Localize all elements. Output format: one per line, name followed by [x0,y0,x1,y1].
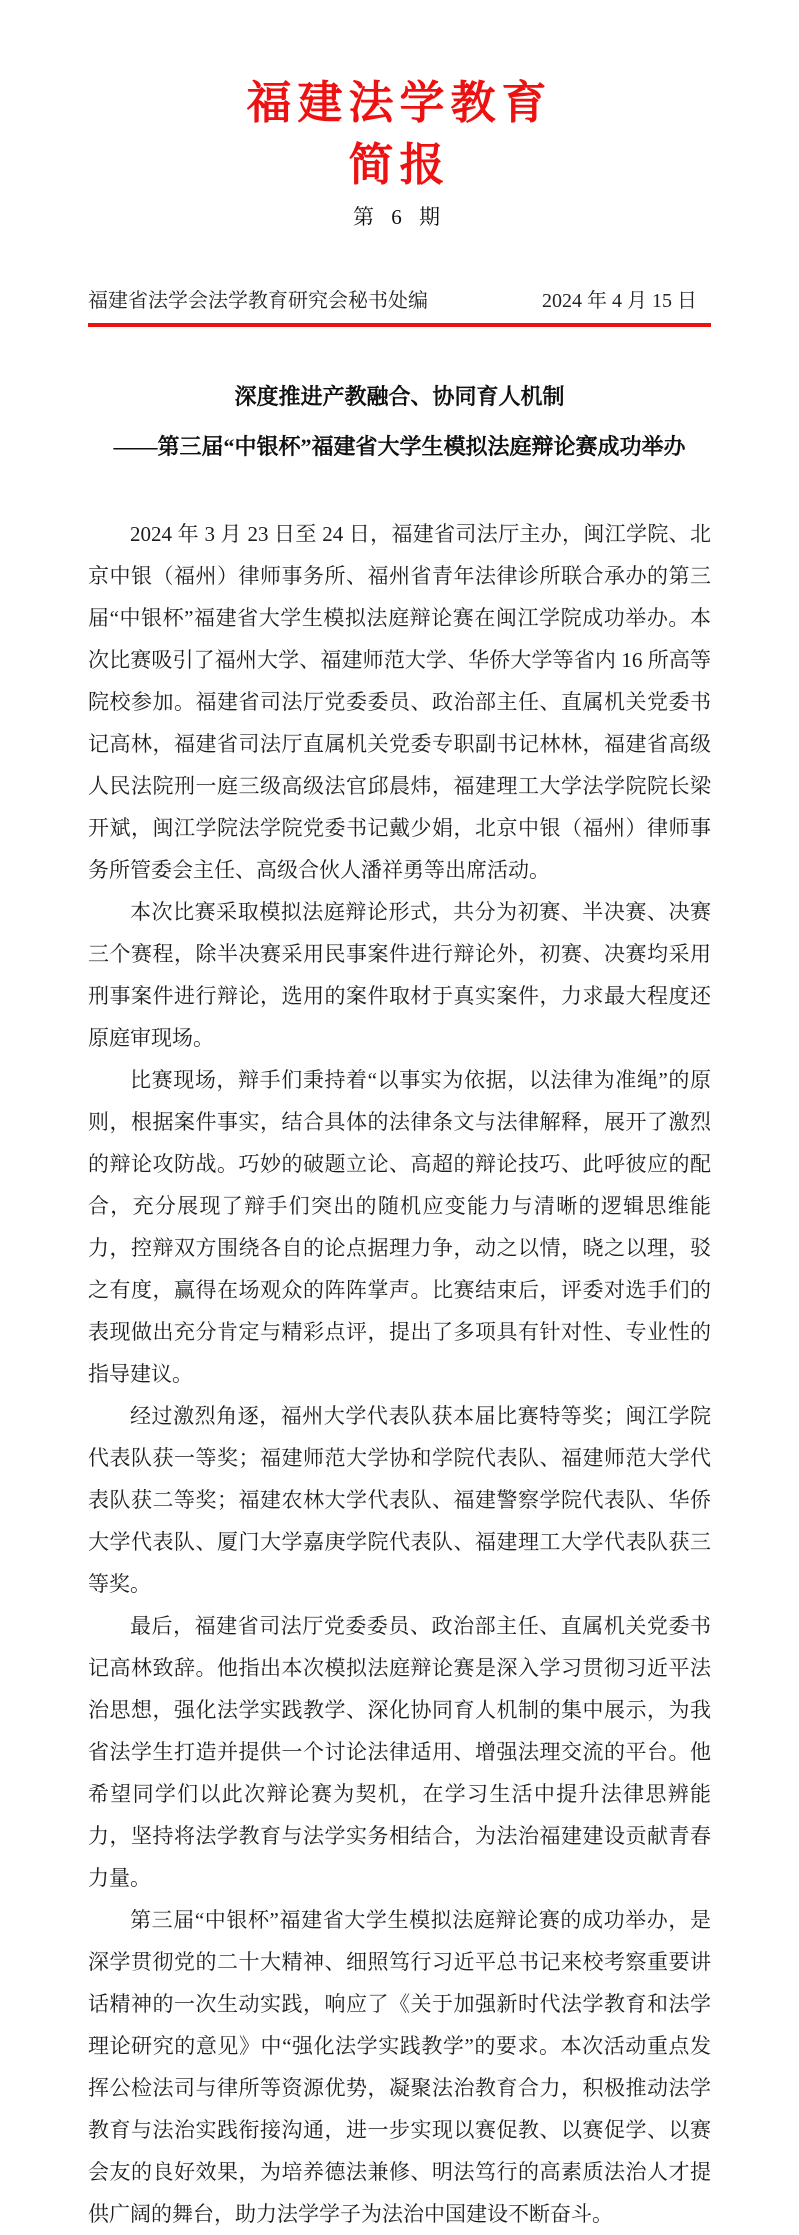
article-paragraph-2: 本次比赛采取模拟法庭辩论形式，共分为初赛、半决赛、决赛三个赛程，除半决赛采用民事案件进行辩论外，初赛、决赛均采用刑事案件进行辩论，选用的案件取材于真实案件，力求最大程度还原庭审现场。 [88,900,711,1051]
article-body [88,513,711,2235]
editor-row [88,286,711,316]
article-subtitle: ——第三届“中银杯”福建省大学生模拟法庭辩论赛成功举办 [113,434,686,460]
article-paragraph-1: 2024 年 3 月 23 日至 24 日，福建省司法厅主办，闽江学院、北京中银（福州）律师事务所、福州省青年法律诊所联合承办的第三届“中银杯”福建省大学生模拟法庭辩论赛在闽江学院成功举办。本次比赛吸引了福州大学、福建师范大学、华侨大学等省内 16 所高等院校参加。福建省司法厅党委委员、政治部主任、直属机关党委书记高林，福建省司法厅直属机关党委专职副书记林林，福建省高级人民法院刑一庭三级高级法官邱晨炜，福建理工大学法学院院长梁开斌，闽江学院法学院党委书记戴少娟，北京中银（福州）律师事务所管委会主任、高级合伙人潘祥勇等出席活动。 [88,522,711,883]
article-paragraph-5: 最后，福建省司法厅党委委员、政治部主任、直属机关党委书记高林致辞。他指出本次模拟法庭辩论赛是深入学习贯彻习近平法治思想，强化法学实践教学、深化协同育人机制的集中展示，为我省法学生打造并提供一个讨论法律适用、增强法理交流的平台。他希望同学们以此次辩论赛为契机，在学习生活中提升法律思辨能力，坚持将法学教育与法学实务相结合，为法治福建建设贡献青春力量。 [88,1614,711,1891]
red-divider [88,323,711,327]
article-paragraph-3: 比赛现场，辩手们秉持着“以事实为依据，以法律为准绳”的原则，根据案件事实，结合具体的法律条文与法律解释，展开了激烈的辩论攻防战。巧妙的破题立论、高超的辩论技巧、此呼彼应的配合，充分展现了辩手们突出的随机应变能力与清晰的逻辑思维能力，控辩双方围绕各自的论点据理力争，动之以情，晓之以理，驳之有度，赢得在场观众的阵阵掌声。比赛结束后，评委对选手们的表现做出充分肯定与精彩点评，提出了多项具有针对性、专业性的指导建议。 [88,1068,711,1387]
editor-credit: 福建省法学会法学教育研究会秘书处编 [88,290,428,312]
masthead-title-line2: 简报 [348,139,451,190]
publish-date: 2024 年 4 月 15 日 [542,290,697,312]
article-title: 深度推进产教融合、协同育人机制 [234,384,565,409]
article-paragraph-4: 经过激烈角逐，福州大学代表队获本届比赛特等奖；闽江学院代表队获一等奖；福建师范大学协和学院代表队、福建师范大学代表队获二等奖；福建农林大学代表队、福建警察学院代表队、华侨大学代表队、厦门大学嘉庚学院代表队、福建理工大学代表队获三等奖。 [88,1404,711,1597]
issue-number: 第 6 期 [353,205,446,229]
article-paragraph-6: 第三届“中银杯”福建省大学生模拟法庭辩论赛的成功举办，是深学贯彻党的二十大精神、细照笃行习近平总书记来校考察重要讲话精神的一次生动实践，响应了《关于加强新时代法学教育和法学理论研究的意见》中“强化法学实践教学”的要求。本次活动重点发挥公检法司与律所等资源优势，凝聚法治教育合力，积极推动法学教育与法治实践衔接沟通，进一步实现以赛促教、以赛促学、以赛会友的良好效果，为培养德法兼修、明法笃行的高素质法治人才提供广阔的舞台，助力法学学子为法治中国建设不断奋斗。 [88,1908,711,2227]
masthead [88,72,711,196]
masthead-title-line1: 福建法学教育 [246,77,553,128]
